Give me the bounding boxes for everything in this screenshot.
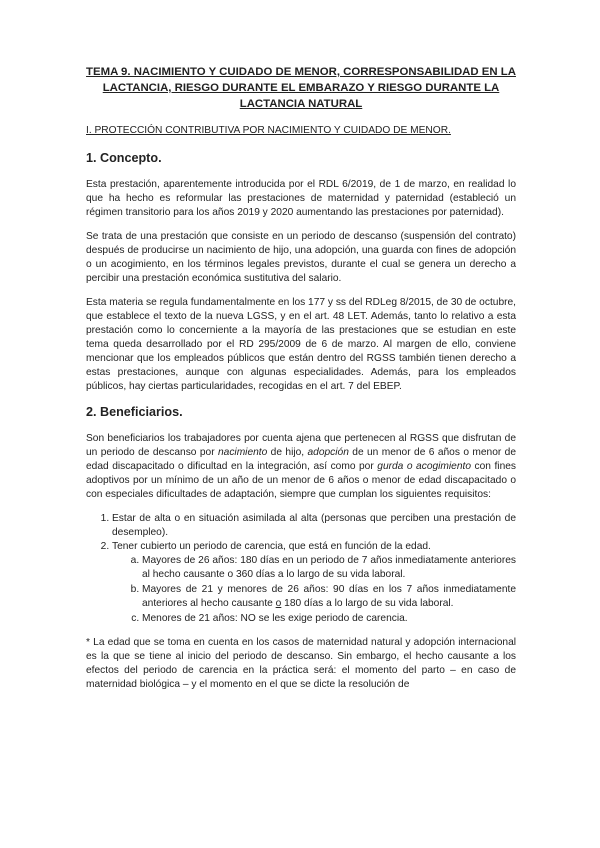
carencia-item: c. Menores de 21 años: NO se les exige periodo de carencia. <box>142 612 516 626</box>
document-title: TEMA 9. NACIMIENTO Y CUIDADO DE MENOR, CORRESPONSABILIDAD EN LA LACTANCIA, RIESGO DURANTE EL EMBARAZO Y RIESGO DURANTE LA LACTANCIA NATURAL <box>86 66 516 110</box>
requirement-item: 1. Estar de alta o en situación asimilada al alta (personas que perciben una prestación de desempleo). <box>112 512 516 540</box>
requirement-item: 2. Tener cubierto un periodo de carencia, que está en función de la edad. a. Mayores de 26 años: 180 días en un periodo de 7 años inmediatamente anteriores al hecho causante o 360 días a lo largo de su vida laboral. b. Mayores de 21 y menores de 26 años: 90 días en los 7 años inmediatamente anteriores al hecho causante o 180 días a lo largo de su vida laboral. c. Menores de 21 años: NO se les exige periodo de carencia. <box>112 540 516 626</box>
age-note: * La edad que se toma en cuenta en los casos de maternidad natural y adopción internacional es la que se tiene al inicio del periodo de descanso. Sin embargo, el hecho causante a los efectos del periodo de carencia en la práctica será: el momento del parto – en caso de maternidad biológica – y el momento en el que se dicte la resolución de <box>86 637 516 690</box>
carencia-item: b. Mayores de 21 y menores de 26 años: 90 días en los 7 años inmediatamente anteriores al hecho causante o 180 días a lo largo de su vida laboral. <box>142 583 516 611</box>
carencia-list <box>112 554 516 626</box>
concepto-paragraph-1: Esta prestación, aparentemente introducida por el RDL 6/2019, de 1 de marzo, en realidad lo que ha hecho es reformular las prestaciones de maternidad y paternidad (estableció un régimen transitorio para los años 2019 y 2020 aumentando las prestaciones por paternidad). <box>86 179 516 218</box>
concepto-paragraph-2: Se trata de una prestación que consiste en un periodo de descanso (suspensión del contrato) después de producirse un nacimiento de hijo, una adopción, una guarda con fines de adopción o un acogimiento, en los términos legales previstos, durante el cual se genera un derecho a percibir una prestación económica sustitutiva del salario. <box>86 231 516 284</box>
requirements-list <box>86 512 516 626</box>
concepto-heading: 1. Concepto. <box>86 151 162 165</box>
beneficiarios-heading: 2. Beneficiarios. <box>86 405 183 419</box>
carencia-item: a. Mayores de 26 años: 180 días en un periodo de 7 años inmediatamente anteriores al hecho causante o 360 días a lo largo de su vida laboral. <box>142 554 516 582</box>
beneficiarios-intro: Son beneficiarios los trabajadores por cuenta ajena que pertenecen al RGSS que disfrutan de un periodo de descanso por nacimiento de hijo, adopción de un menor de 6 años o menor de edad discapacitado o dificultad en la integración, así como por gurda o acogimiento con fines adoptivos por un mínimo de un año de un menor de 6 años o menor de edad discapacitado o con especiales dificultades de adaptación, siempre que cumplan los siguientes requisitos: <box>86 433 517 500</box>
document-page <box>86 64 516 702</box>
section-heading: I. PROTECCIÓN CONTRIBUTIVA POR NACIMIENTO Y CUIDADO DE MENOR. <box>86 125 451 136</box>
concepto-paragraph-3: Esta materia se regula fundamentalmente en los 177 y ss del RDLeg 8/2015, de 30 de octubre, que establece el texto de la nueva LGSS, y en el art. 48 LET. Además, tanto lo relativo a esta prestación como lo concerniente a la mayoría de las prestaciones que se estudian en este tema queda desarrollado por el RD 295/2009 de 6 de marzo. Al margen de ello, conviene mencionar que los empleados públicos que están dentro del RGSS también tienen derecho a estas prestaciones, aunque con algunas especialidades. Además, para los empleados públicos, hay ciertas particularidades, recogidas en el art. 7 del EBEP. <box>86 297 516 392</box>
